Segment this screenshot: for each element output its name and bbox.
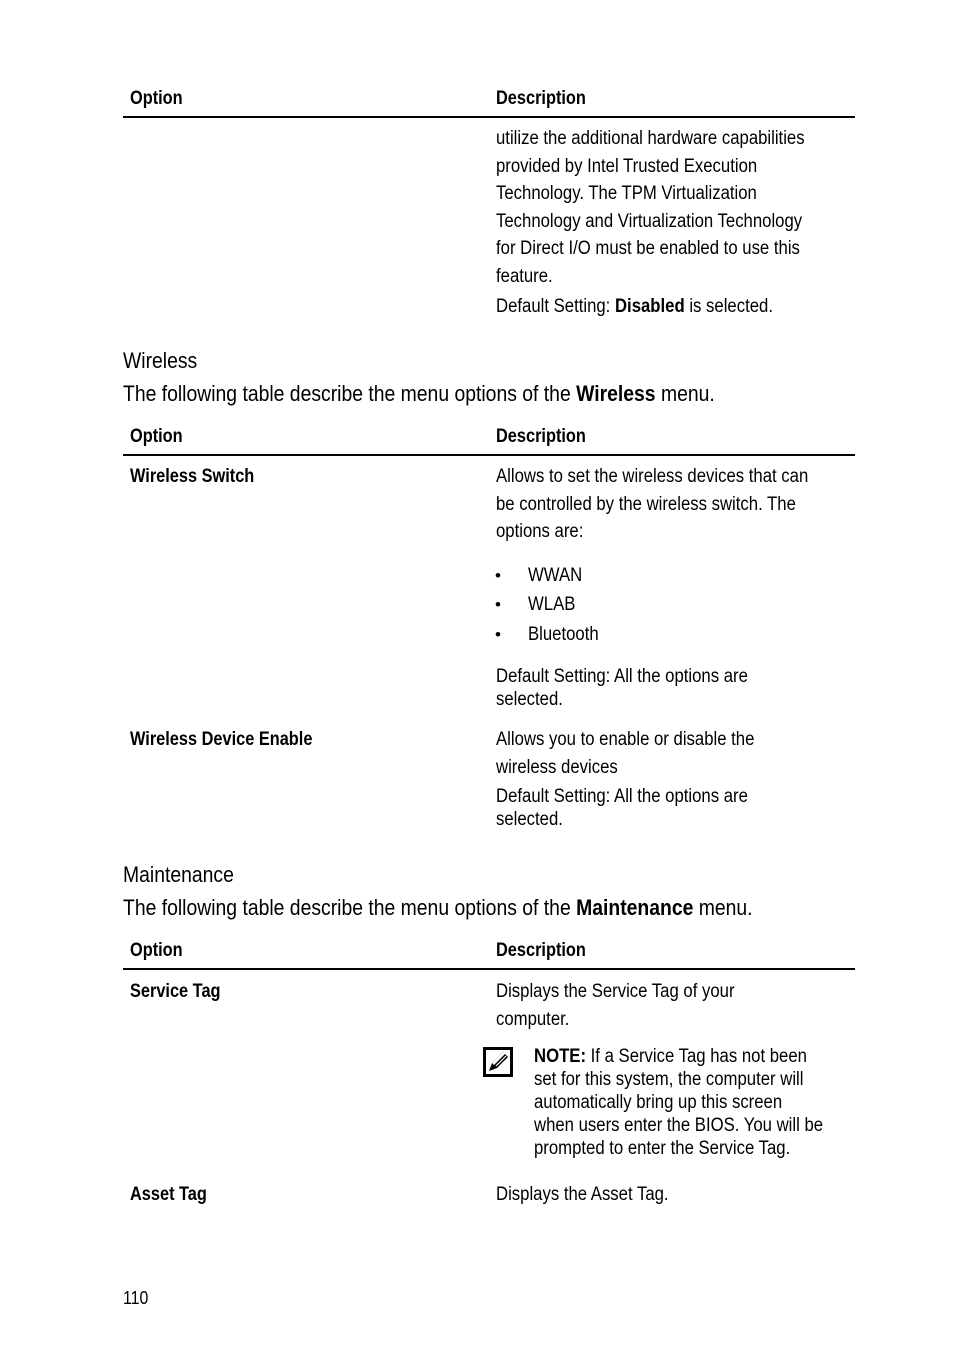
maintenance-header-rule [123,968,855,970]
wireless-header-rule [123,454,855,456]
default-line: Default Setting: All the options are [496,786,748,807]
note-line: set for this system, the computer will [534,1069,804,1090]
intro-menu: Wireless [576,381,656,406]
wireless-intro [123,381,715,407]
table1-col-description: Description [496,88,586,109]
wireless-heading: Wireless [123,348,198,373]
bullet-dot: • [495,595,501,614]
maintenance-heading: Maintenance [123,862,234,887]
table1-col-option: Option [130,88,183,109]
asset-tag-option: Asset Tag [130,1184,207,1205]
desc-line: for Direct I/O must be enabled to use this [496,238,800,259]
desc-line: Allows to set the wireless devices that can [496,466,809,487]
service-tag-option: Service Tag [130,981,221,1002]
desc-line: options are: [496,521,584,542]
service-tag-note [534,1045,823,1160]
desc-line: wireless devices [496,756,618,778]
note-line: automatically bring up this screen [534,1092,783,1113]
desc-line: be controlled by the wireless switch. The [496,493,796,515]
note-line: prompted to enter the Service Tag. [534,1138,791,1159]
table1-header-rule [123,116,855,118]
wireless-device-enable-option: Wireless Device Enable [130,729,313,750]
default-prefix: Default Setting: [496,296,615,317]
maintenance-col-description: Description [496,940,586,961]
wireless-switch-default [496,665,748,711]
note-text: If a Service Tag has not been [586,1046,807,1067]
note-label: NOTE: [534,1046,587,1067]
intro-prefix: The following table describe the menu options of the [123,381,577,406]
intro-prefix: The following table describe the menu options of the [123,895,577,920]
note-first-line [534,1045,823,1068]
wireless-switch-description [496,463,808,546]
intro-suffix: menu. [693,895,753,920]
desc-line: provided by Intel Trusted Execution [496,155,758,177]
desc-line: Technology. The TPM Virtualization [496,183,757,204]
wireless-col-description: Description [496,426,586,447]
intro-suffix: menu. [655,381,715,406]
note-pencil-icon [483,1047,513,1077]
bullet-dot: • [495,566,501,585]
desc-line: Technology and Virtualization Technology [496,210,803,232]
table1-default-setting [496,293,773,321]
desc-line: computer. [496,1008,570,1030]
wireless-device-enable-default [496,785,748,831]
maintenance-col-option: Option [130,940,183,961]
bullet-item: Bluetooth [528,624,599,645]
default-line: Default Setting: All the options are [496,666,748,687]
wireless-device-enable-description [496,726,754,781]
intro-menu: Maintenance [576,895,694,920]
maintenance-intro [123,895,753,921]
wireless-switch-option: Wireless Switch [130,466,255,487]
table1-description [496,125,805,290]
wireless-col-option: Option [130,426,183,447]
default-value: Disabled [614,296,685,317]
note-line: when users enter the BIOS. You will be [534,1115,824,1136]
desc-line: utilize the additional hardware capabilities [496,128,805,149]
asset-tag-description: Displays the Asset Tag. [496,1184,669,1205]
bullet-dot: • [495,625,501,644]
service-tag-description [496,978,735,1033]
default-suffix: is selected. [684,296,773,317]
bullet-item: WLAB [528,594,576,615]
page-number: 110 [123,1288,149,1308]
default-line: selected. [496,809,563,830]
default-line: selected. [496,689,563,710]
bullet-item: WWAN [528,565,583,586]
desc-line: feature. [496,265,553,287]
desc-line: Displays the Service Tag of your [496,981,735,1002]
desc-line: Allows you to enable or disable the [496,729,755,750]
